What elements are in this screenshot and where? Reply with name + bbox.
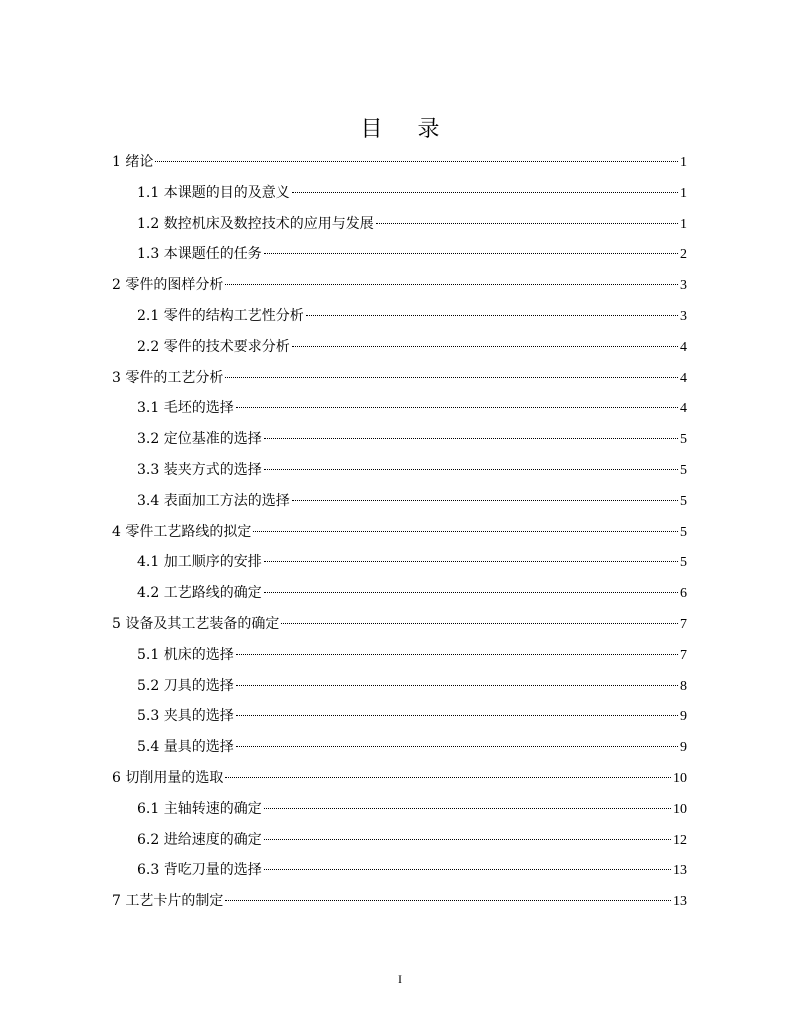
dot-leader — [264, 469, 678, 470]
dot-leader — [236, 654, 678, 655]
dot-leader — [253, 531, 678, 532]
dot-leader — [225, 284, 678, 285]
toc-entry-page-number: 5 — [680, 555, 687, 571]
toc-entry-page-number: 2 — [680, 247, 687, 263]
toc-entry[interactable] — [112, 273, 687, 297]
toc-entry-page-number: 4 — [680, 401, 687, 417]
dot-leader — [264, 592, 678, 593]
toc-entry-title: 5.2 刀具的选择 — [137, 677, 234, 694]
toc-entry-title: 5.3 夹具的选择 — [137, 708, 234, 725]
footer-page-number: I — [398, 972, 402, 986]
toc-entry-title: 5 设备及其工艺装备的确定 — [112, 616, 280, 632]
toc-entry-page-number: 3 — [680, 278, 687, 294]
toc-entry-title: 4.1 加工顺序的安排 — [137, 554, 262, 571]
toc-entry[interactable] — [137, 489, 687, 513]
toc-entry-page-number: 13 — [673, 863, 687, 879]
toc-entry-page-number: 10 — [673, 801, 687, 817]
toc-entry-page-number: 4 — [680, 339, 687, 355]
toc-entry-title: 1.3 本课题任的任务 — [137, 246, 262, 263]
toc-entry[interactable] — [137, 304, 687, 328]
toc-entry-page-number: 1 — [680, 185, 687, 201]
dot-leader — [225, 777, 671, 778]
dot-leader — [292, 192, 678, 193]
toc-entry-page-number: 10 — [673, 771, 687, 786]
toc-entry[interactable] — [112, 766, 687, 790]
toc-entry-title: 3.3 装夹方式的选择 — [137, 462, 262, 478]
dot-leader — [264, 253, 678, 254]
toc-entry-title: 6.1 主轴转速的确定 — [137, 800, 262, 817]
toc-entry-title: 3.2 定位基准的选择 — [137, 431, 262, 448]
toc-entry-title: 3.1 毛坯的选择 — [137, 400, 234, 417]
toc-entry-title: 5.4 量具的选择 — [137, 739, 234, 756]
toc-entry-title: 5.1 机床的选择 — [137, 646, 234, 663]
toc-entry-page-number: 3 — [680, 309, 687, 324]
toc-entry[interactable] — [137, 396, 687, 420]
toc-entry-page-number: 6 — [680, 586, 687, 602]
toc-entry[interactable] — [137, 335, 687, 359]
dot-leader — [292, 346, 678, 347]
dot-leader — [292, 500, 678, 501]
toc-entry-page-number: 7 — [680, 647, 687, 663]
toc-entry-title: 2.1 零件的结构工艺性分析 — [137, 308, 304, 324]
toc-entry[interactable] — [137, 581, 687, 605]
dot-leader — [306, 315, 678, 316]
toc-entry[interactable] — [137, 828, 687, 852]
toc-entry-title: 4 零件工艺路线的拟定 — [112, 523, 252, 540]
toc-entry-page-number: 8 — [680, 678, 687, 694]
toc-entry-title: 1.1 本课题的目的及意义 — [137, 184, 290, 201]
dot-leader — [236, 407, 678, 408]
dot-leader — [264, 839, 671, 840]
toc-entry-title: 6.3 背吃刀量的选择 — [137, 862, 262, 879]
toc-entry[interactable] — [137, 458, 687, 482]
toc-entry[interactable] — [137, 181, 687, 205]
dot-leader — [225, 377, 678, 378]
toc-entry[interactable] — [137, 797, 687, 821]
dot-leader — [155, 161, 678, 162]
toc-entry-title: 3.4 表面加工方法的选择 — [137, 492, 290, 509]
toc-entry-page-number: 13 — [673, 894, 687, 910]
toc-entry[interactable] — [112, 520, 687, 544]
dot-leader — [281, 623, 678, 624]
toc-entry-title: 7 工艺卡片的制定 — [112, 893, 224, 910]
dot-leader — [264, 808, 671, 809]
toc-entry-page-number: 1 — [680, 216, 687, 232]
toc-entry[interactable] — [137, 858, 687, 882]
toc-entry-page-number: 9 — [680, 740, 687, 756]
toc-entry[interactable] — [137, 735, 687, 759]
toc-entry-page-number: 4 — [680, 370, 687, 386]
toc-entry-title: 4.2 工艺路线的确定 — [137, 585, 262, 602]
toc-entry-page-number: 5 — [680, 463, 687, 478]
toc-entry-title: 1.2 数控机床及数控技术的应用与发展 — [137, 215, 374, 232]
toc-entry-title: 3 零件的工艺分析 — [112, 369, 224, 386]
toc-entry[interactable] — [137, 643, 687, 667]
toc-entry[interactable] — [137, 427, 687, 451]
toc-entry-page-number: 1 — [680, 155, 687, 170]
dot-leader — [236, 746, 678, 747]
dot-leader — [236, 715, 678, 716]
toc-entry-title: 6.2 进给速度的确定 — [137, 831, 262, 848]
toc-entry-page-number: 5 — [680, 524, 687, 540]
toc-entry-page-number: 9 — [680, 709, 687, 725]
dot-leader — [264, 561, 678, 562]
dot-leader — [376, 223, 678, 224]
toc-entry-title: 1 绪论 — [112, 154, 154, 170]
toc-entry[interactable] — [137, 212, 687, 236]
dot-leader — [225, 900, 671, 901]
toc-entry[interactable] — [137, 550, 687, 574]
toc-entry[interactable] — [112, 612, 687, 636]
dot-leader — [264, 438, 678, 439]
toc-entry[interactable] — [112, 150, 687, 174]
toc-entry[interactable] — [112, 366, 687, 390]
dot-leader — [264, 869, 671, 870]
toc-entry[interactable] — [137, 242, 687, 266]
toc-entry[interactable] — [137, 674, 687, 698]
toc-entry-title: 2 零件的图样分析 — [112, 277, 224, 294]
toc-entry[interactable] — [112, 889, 687, 913]
toc-entry-title: 2.2 零件的技术要求分析 — [137, 338, 290, 355]
dot-leader — [236, 685, 678, 686]
toc-entry-page-number: 5 — [680, 432, 687, 448]
page-title: 目 录 — [360, 117, 454, 142]
toc-entry-page-number: 12 — [673, 832, 687, 848]
toc-entry-page-number: 7 — [680, 617, 687, 632]
toc-entry-page-number: 5 — [680, 493, 687, 509]
toc-entry[interactable] — [137, 704, 687, 728]
toc-entry-title: 6 切削用量的选取 — [112, 770, 224, 786]
